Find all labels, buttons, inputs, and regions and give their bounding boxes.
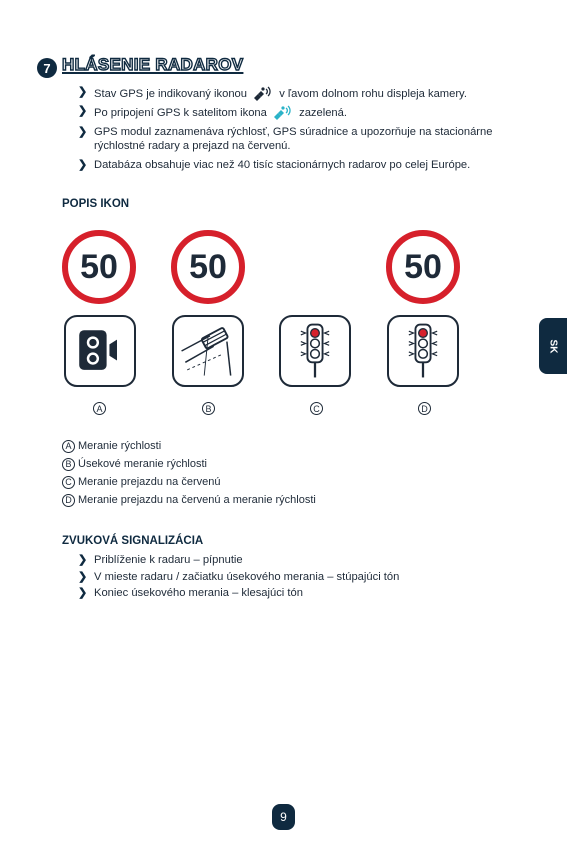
bullet-text: GPS modul zaznamenáva rýchlosť, GPS súradnice a upozorňuje na stacionárne rýchlostné radary a prejazd na červenú.	[94, 126, 493, 152]
speed-limit-sign	[386, 230, 460, 304]
red-light-speed-card	[387, 315, 459, 387]
page-number: 9	[272, 804, 295, 830]
icon-letter-marker: A	[93, 402, 106, 415]
legend-item	[62, 455, 316, 473]
list-item	[78, 158, 518, 172]
section-number-badge: 7	[37, 58, 57, 78]
bullet-text: Stav GPS je indikovaný ikonou	[94, 88, 247, 100]
icon-letter-marker: C	[310, 402, 323, 415]
legend-item	[62, 491, 316, 509]
section-title: HLÁSENIE RADAROV	[62, 55, 244, 74]
traffic-light-icon	[389, 317, 457, 385]
gps-satellite-icon	[252, 85, 274, 101]
legend-text: Úsekové meranie rýchlosti	[78, 458, 207, 470]
bullet-text: Databáza obsahuje viac než 40 tisíc stacionárnych radarov po celej Európe.	[94, 159, 471, 171]
traffic-light-icon	[281, 317, 349, 385]
icon-letter-marker: B	[202, 402, 215, 415]
gps-satellite-icon	[272, 104, 294, 120]
section-control-card	[172, 315, 244, 387]
speed-limit-sign	[62, 230, 136, 304]
sound-heading: ZVUKOVÁ SIGNALIZÁCIA	[62, 535, 204, 547]
list-item	[78, 104, 518, 120]
list-item	[78, 585, 518, 602]
speed-camera-icon	[66, 317, 134, 385]
speed-limit-value: 50	[404, 247, 442, 286]
icon-letter-marker: D	[418, 402, 431, 415]
legend-text: Meranie prejazdu na červenú a meranie rýchlosti	[78, 494, 316, 506]
language-tab	[539, 318, 567, 374]
legend-letter: B	[62, 458, 75, 471]
legend-letter: D	[62, 494, 75, 507]
bullet-text: V mieste radaru / začiatku úsekového merania – stúpajúci tón	[94, 570, 400, 583]
bullet-text: zazelená.	[299, 107, 347, 119]
icon-legend	[62, 437, 316, 509]
list-item	[78, 85, 518, 101]
speed-limit-value: 50	[189, 247, 227, 286]
bullet-text: Koniec úsekového merania – klesajúci tón	[94, 587, 303, 599]
list-item	[78, 125, 518, 153]
bullet-text: Po pripojení GPS k satelitom ikona	[94, 107, 267, 119]
speed-limit-value: 50	[80, 247, 118, 286]
intro-bullet-list	[78, 85, 518, 172]
legend-letter: C	[62, 476, 75, 489]
red-light-card	[279, 315, 351, 387]
legend-item	[62, 473, 316, 491]
legend-letter: A	[62, 440, 75, 453]
sound-bullet-list	[78, 552, 518, 602]
language-tab-label: SK	[547, 339, 559, 353]
list-item	[78, 552, 518, 569]
icons-heading: POPIS IKON	[62, 198, 130, 210]
speed-limit-sign	[171, 230, 245, 304]
list-item	[78, 569, 518, 586]
bullet-text: Priblíženie k radaru – pípnutie	[94, 554, 243, 566]
section-control-camera-icon	[174, 317, 242, 385]
bullet-text: v ľavom dolnom rohu displeja kamery.	[279, 88, 467, 100]
speed-camera-card	[64, 315, 136, 387]
legend-text: Meranie prejazdu na červenú	[78, 476, 221, 488]
legend-text: Meranie rýchlosti	[78, 440, 162, 452]
legend-item	[62, 437, 316, 455]
